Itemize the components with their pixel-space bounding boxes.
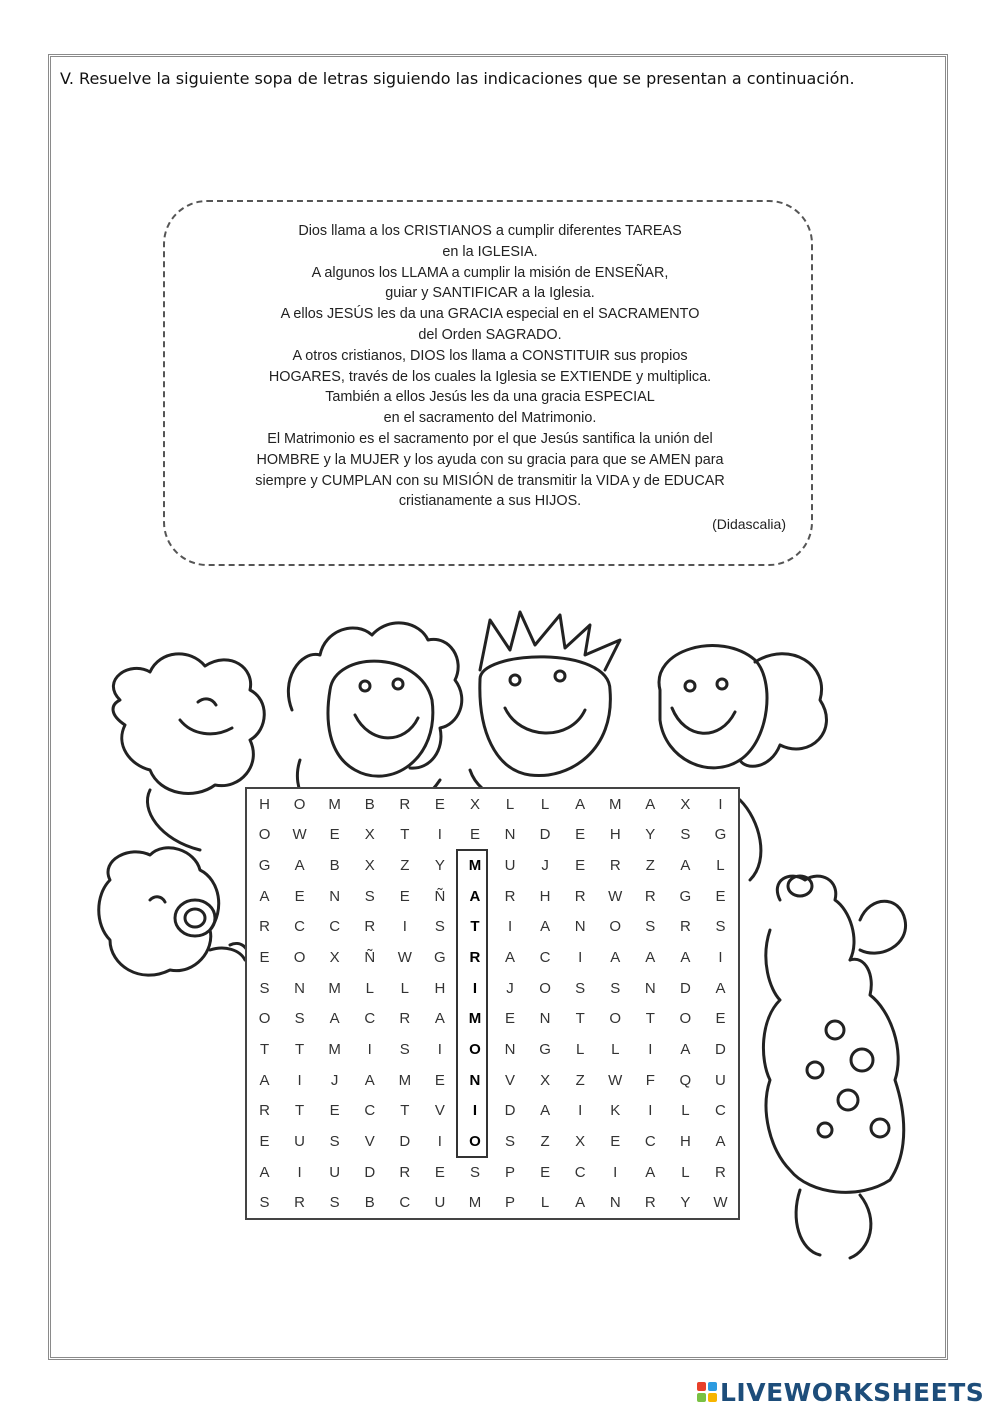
letter-cell[interactable]: I: [402, 918, 407, 936]
passage-line: HOGARES, través de los cuales la Iglesia se EXTIENDE y multiplica.: [268, 368, 712, 385]
letter-cell[interactable]: E: [715, 887, 726, 905]
letter-cell[interactable]: L: [611, 1040, 620, 1058]
passage-line: guiar y SANTIFICAR a la Iglesia.: [385, 285, 595, 302]
letter-cell[interactable]: W: [292, 826, 307, 844]
letter-cell[interactable]: S: [329, 1132, 340, 1150]
letter-cell[interactable]: K: [610, 1102, 621, 1120]
letter-cell[interactable]: A: [645, 795, 656, 813]
liveworksheets-logo[interactable]: [697, 1374, 984, 1410]
letter-cell[interactable]: C: [715, 1102, 726, 1120]
letter-cell[interactable]: S: [505, 1132, 516, 1150]
letter-cell[interactable]: O: [609, 918, 622, 936]
letter-cell[interactable]: R: [399, 795, 411, 813]
letter-cell[interactable]: A: [505, 949, 516, 967]
letter-cell[interactable]: N: [644, 979, 656, 997]
letter-cell[interactable]: R: [574, 887, 586, 905]
letter-cell[interactable]: L: [576, 1040, 585, 1058]
passage-text: [180, 221, 800, 512]
letter-cell[interactable]: S: [399, 1040, 410, 1058]
letter-cell[interactable]: E: [329, 1102, 340, 1120]
letter-cell[interactable]: X: [540, 1071, 551, 1089]
letter-cell[interactable]: I: [578, 949, 583, 967]
letter-cell[interactable]: Ñ: [434, 887, 446, 905]
letter-cell[interactable]: Y: [680, 1194, 691, 1212]
letter-cell[interactable]: C: [294, 918, 306, 936]
passage-line: siempre y CUMPLAN con su MISIÓN de transmitir la VIDA y de EDUCAR: [255, 472, 725, 489]
letter-cell[interactable]: A: [680, 1040, 691, 1058]
letter-cell[interactable]: A: [680, 949, 691, 967]
letter-cell[interactable]: A: [645, 1163, 656, 1181]
letter-cell[interactable]: X: [364, 826, 375, 844]
letter-cell[interactable]: I: [718, 795, 723, 813]
letter-cell[interactable]: L: [540, 1194, 550, 1212]
letter-cell[interactable]: R: [644, 1194, 656, 1212]
letter-cell[interactable]: S: [610, 979, 621, 997]
letter-cell[interactable]: N: [329, 887, 341, 905]
dog-drawing: [763, 876, 905, 1258]
letter-cell[interactable]: S: [434, 918, 445, 936]
letter-cell[interactable]: X: [575, 1132, 586, 1150]
logo-square: [697, 1382, 706, 1391]
baby-drawing: [99, 848, 249, 975]
letter-cell[interactable]: W: [397, 949, 412, 967]
letter-cell[interactable]: D: [504, 1102, 516, 1120]
letter-cell[interactable]: R: [364, 918, 376, 936]
letter-cell[interactable]: R: [259, 1102, 270, 1120]
letter-cell[interactable]: I: [472, 979, 478, 997]
letter-cell[interactable]: R: [259, 918, 270, 936]
letter-cell[interactable]: R: [715, 1163, 726, 1181]
letter-cell[interactable]: P: [505, 1194, 516, 1212]
letter-cell[interactable]: A: [575, 795, 586, 813]
letter-cell[interactable]: E: [434, 1071, 445, 1089]
letter-cell[interactable]: I: [648, 1102, 653, 1120]
letter-cell[interactable]: I: [613, 1163, 618, 1181]
letter-cell[interactable]: H: [679, 1132, 691, 1150]
letter-cell[interactable]: I: [437, 826, 442, 844]
letter-cell[interactable]: I: [472, 1102, 478, 1120]
letter-cell[interactable]: C: [364, 1010, 376, 1028]
letter-cell[interactable]: S: [364, 887, 375, 905]
letter-cell[interactable]: A: [329, 1010, 340, 1028]
letter-cell[interactable]: U: [434, 1194, 446, 1212]
letter-cell[interactable]: O: [539, 979, 551, 997]
letter-cell[interactable]: A: [434, 1010, 445, 1028]
letter-cell[interactable]: E: [610, 1132, 621, 1150]
letter-cell[interactable]: O: [679, 1010, 692, 1028]
letter-cell[interactable]: S: [645, 918, 656, 936]
letter-cell[interactable]: X: [469, 795, 480, 813]
letter-cell[interactable]: S: [680, 826, 691, 844]
letter-cell[interactable]: C: [539, 949, 551, 967]
letter-cell[interactable]: M: [468, 857, 482, 875]
passage-line: A otros cristianos, DIOS los llama a CONSTITUIR sus propios: [292, 347, 688, 364]
letter-cell[interactable]: Z: [540, 1132, 550, 1150]
letter-cell[interactable]: E: [575, 857, 586, 875]
letter-cell[interactable]: O: [258, 1010, 271, 1028]
letter-cell[interactable]: Y: [434, 857, 445, 875]
letter-cell[interactable]: L: [505, 795, 515, 813]
letter-cell[interactable]: M: [328, 979, 341, 997]
letter-cell[interactable]: W: [608, 1071, 623, 1089]
letter-cell[interactable]: H: [609, 826, 621, 844]
letter-cell[interactable]: V: [505, 1071, 516, 1089]
source-citation: (Didascalia): [712, 516, 786, 532]
letter-cell[interactable]: R: [609, 857, 621, 875]
letter-cell[interactable]: A: [469, 887, 481, 905]
letter-cell[interactable]: T: [400, 1102, 410, 1120]
letter-cell[interactable]: I: [648, 1040, 653, 1058]
passage-line: También a ellos Jesús les da una gracia ESPECIAL: [325, 389, 655, 406]
letter-cell[interactable]: C: [644, 1132, 656, 1150]
letter-cell[interactable]: C: [329, 918, 341, 936]
letter-cell[interactable]: G: [539, 1040, 551, 1058]
letter-cell[interactable]: L: [681, 1163, 690, 1181]
letter-cell[interactable]: A: [680, 857, 691, 875]
letter-cell[interactable]: B: [364, 795, 375, 813]
letter-cell[interactable]: I: [297, 1071, 302, 1089]
letter-cell[interactable]: X: [329, 949, 340, 967]
letter-cell[interactable]: S: [575, 979, 586, 997]
letter-cell[interactable]: E: [469, 826, 480, 844]
letter-cell[interactable]: A: [575, 1194, 586, 1212]
letter-cell[interactable]: I: [297, 1163, 302, 1181]
letter-cell[interactable]: O: [293, 795, 306, 813]
letter-cell[interactable]: O: [469, 1040, 481, 1058]
letter-cell[interactable]: U: [329, 1163, 341, 1181]
letter-cell[interactable]: I: [507, 918, 513, 936]
letter-cell[interactable]: A: [645, 949, 656, 967]
letter-cell[interactable]: S: [259, 1194, 270, 1212]
letter-cell[interactable]: A: [715, 979, 726, 997]
letter-cell[interactable]: Z: [575, 1071, 585, 1089]
letter-cell[interactable]: T: [295, 1040, 305, 1058]
letter-cell[interactable]: V: [364, 1132, 375, 1150]
letter-cell[interactable]: O: [609, 1010, 622, 1028]
letter-cell[interactable]: E: [259, 949, 270, 967]
passage-line: El Matrimonio es el sacramento por el que Jesús santifica la unión del: [267, 430, 713, 447]
letter-cell[interactable]: E: [505, 1010, 516, 1028]
letter-cell[interactable]: T: [575, 1010, 585, 1028]
instruction-text: V. Resuelve la siguiente sopa de letras siguiendo las indicaciones que se presentan a continuación.: [60, 69, 855, 88]
letter-cell[interactable]: E: [575, 826, 586, 844]
letter-cell[interactable]: H: [259, 795, 270, 813]
letter-cell[interactable]: A: [294, 857, 305, 875]
letter-cell[interactable]: M: [608, 795, 622, 813]
letter-cell[interactable]: L: [540, 795, 550, 813]
letter-cell[interactable]: O: [258, 826, 271, 844]
letter-cell[interactable]: N: [574, 918, 586, 936]
letter-cell[interactable]: E: [540, 1163, 551, 1181]
letter-cell[interactable]: S: [469, 1163, 480, 1181]
letter-cell[interactable]: T: [470, 918, 480, 936]
letter-cell[interactable]: E: [715, 1010, 726, 1028]
letter-cell[interactable]: N: [504, 1040, 516, 1058]
letter-cell[interactable]: Z: [400, 857, 410, 875]
letter-cell[interactable]: Y: [645, 826, 656, 844]
letter-cell[interactable]: A: [715, 1132, 726, 1150]
passage-line: en el sacramento del Matrimonio.: [383, 410, 597, 427]
letter-cell[interactable]: D: [715, 1040, 726, 1058]
letter-cell[interactable]: D: [539, 826, 551, 844]
passage-line: Dios llama a los CRISTIANOS a cumplir diferentes TAREAS: [298, 223, 682, 239]
passage-line: A algunos los LLAMA a cumplir la misión de ENSEÑAR,: [311, 264, 669, 281]
logo-square: [697, 1393, 706, 1402]
letter-cell[interactable]: G: [258, 857, 271, 875]
letter-cell[interactable]: A: [540, 918, 551, 936]
passage-line: HOMBRE y la MUJER y los ayuda con su gracia para que se AMEN para: [256, 451, 724, 468]
letter-cell[interactable]: D: [399, 1132, 411, 1150]
letter-cell[interactable]: Ñ: [364, 949, 376, 967]
letter-cell[interactable]: T: [645, 1010, 655, 1028]
letter-cell[interactable]: E: [329, 826, 340, 844]
letter-cell[interactable]: R: [399, 1163, 411, 1181]
letter-cell[interactable]: J: [506, 979, 514, 997]
letter-cell[interactable]: L: [400, 979, 409, 997]
letter-cell[interactable]: E: [434, 1163, 445, 1181]
letter-cell[interactable]: M: [328, 1040, 341, 1058]
letter-cell[interactable]: S: [329, 1194, 340, 1212]
letter-cell[interactable]: R: [644, 887, 656, 905]
letter-cell[interactable]: S: [294, 1010, 305, 1028]
letter-cell[interactable]: G: [434, 949, 446, 967]
letter-cell[interactable]: L: [365, 979, 374, 997]
letter-cell[interactable]: J: [541, 857, 549, 875]
letter-cell[interactable]: E: [294, 887, 305, 905]
word-search-grid[interactable]: [245, 787, 740, 1220]
letter-cell[interactable]: F: [645, 1071, 655, 1089]
passage-line: en la IGLESIA.: [442, 243, 538, 260]
passage-line: del Orden SAGRADO.: [418, 326, 562, 343]
letter-cell[interactable]: I: [437, 1132, 442, 1150]
letter-cell[interactable]: A: [540, 1102, 551, 1120]
letter-cell[interactable]: E: [259, 1132, 270, 1150]
letter-cell[interactable]: B: [364, 1194, 375, 1212]
letter-cell[interactable]: G: [679, 887, 692, 905]
letter-cell[interactable]: X: [680, 795, 691, 813]
letter-cell[interactable]: I: [578, 1102, 583, 1120]
letter-cell[interactable]: O: [469, 1132, 481, 1150]
letter-cell[interactable]: S: [715, 918, 726, 936]
letter-cell[interactable]: L: [716, 857, 725, 875]
letter-cell[interactable]: Z: [645, 857, 655, 875]
letter-cell[interactable]: P: [505, 1163, 516, 1181]
letter-cell[interactable]: H: [434, 979, 446, 997]
letter-cell[interactable]: W: [608, 887, 623, 905]
letter-cell[interactable]: A: [259, 887, 270, 905]
logo-square: [708, 1393, 717, 1402]
letter-cell[interactable]: R: [294, 1194, 306, 1212]
letter-cell[interactable]: C: [399, 1194, 411, 1212]
letter-cell[interactable]: A: [610, 949, 621, 967]
letter-cell[interactable]: L: [681, 1102, 690, 1120]
letter-cell[interactable]: R: [469, 949, 481, 967]
letter-cell[interactable]: C: [574, 1163, 586, 1181]
letter-cell[interactable]: I: [437, 1040, 442, 1058]
letter-cell[interactable]: A: [259, 1071, 270, 1089]
letter-cell[interactable]: T: [295, 1102, 305, 1120]
logo-mark-icon: [697, 1382, 717, 1402]
letter-cell[interactable]: H: [539, 887, 551, 905]
letter-cell[interactable]: M: [468, 1010, 482, 1028]
child-left-drawing: [113, 654, 264, 850]
letter-cell[interactable]: N: [539, 1010, 551, 1028]
letter-cell[interactable]: X: [364, 857, 375, 875]
letter-cell[interactable]: E: [399, 887, 410, 905]
letter-cell[interactable]: B: [329, 857, 340, 875]
child-spiky-hair-drawing: [470, 612, 620, 804]
letter-cell[interactable]: T: [400, 826, 410, 844]
letter-cell[interactable]: V: [434, 1102, 445, 1120]
letter-cell[interactable]: A: [259, 1163, 270, 1181]
letter-cell[interactable]: W: [713, 1194, 728, 1212]
letter-cell[interactable]: O: [293, 949, 306, 967]
letter-cell[interactable]: R: [399, 1010, 411, 1028]
letter-cell[interactable]: G: [714, 826, 727, 844]
letter-cell[interactable]: U: [715, 1071, 726, 1089]
letter-cell[interactable]: C: [364, 1102, 376, 1120]
letter-cell[interactable]: S: [259, 979, 270, 997]
letter-cell[interactable]: I: [718, 949, 723, 967]
letter-cell[interactable]: U: [294, 1132, 306, 1150]
letter-cell[interactable]: Q: [679, 1071, 692, 1089]
passage-line: A ellos JESÚS les da una GRACIA especial en el SACRAMENTO: [280, 306, 700, 323]
letter-cell[interactable]: D: [364, 1163, 376, 1181]
letter-cell[interactable]: M: [398, 1071, 412, 1089]
letter-cell[interactable]: M: [328, 795, 341, 813]
passage-line: cristianamente a sus HIJOS.: [398, 493, 582, 510]
letter-cell[interactable]: R: [504, 887, 516, 905]
logo-square: [708, 1382, 717, 1391]
letter-cell[interactable]: E: [434, 795, 445, 813]
letter-cell[interactable]: A: [364, 1071, 375, 1089]
letter-cell[interactable]: U: [504, 857, 516, 875]
letter-cell[interactable]: N: [609, 1194, 621, 1212]
letter-cell[interactable]: J: [330, 1071, 339, 1089]
letter-cell[interactable]: N: [469, 1071, 481, 1089]
letter-cell[interactable]: T: [259, 1040, 270, 1058]
letter-cell[interactable]: I: [367, 1040, 372, 1058]
letter-cell[interactable]: M: [468, 1194, 482, 1212]
letter-cell[interactable]: D: [679, 979, 691, 997]
letter-cell[interactable]: N: [504, 826, 516, 844]
letter-cell[interactable]: N: [294, 979, 306, 997]
letter-cell[interactable]: R: [679, 918, 691, 936]
logo-text: LIVEWORKSHEETS: [720, 1377, 985, 1407]
